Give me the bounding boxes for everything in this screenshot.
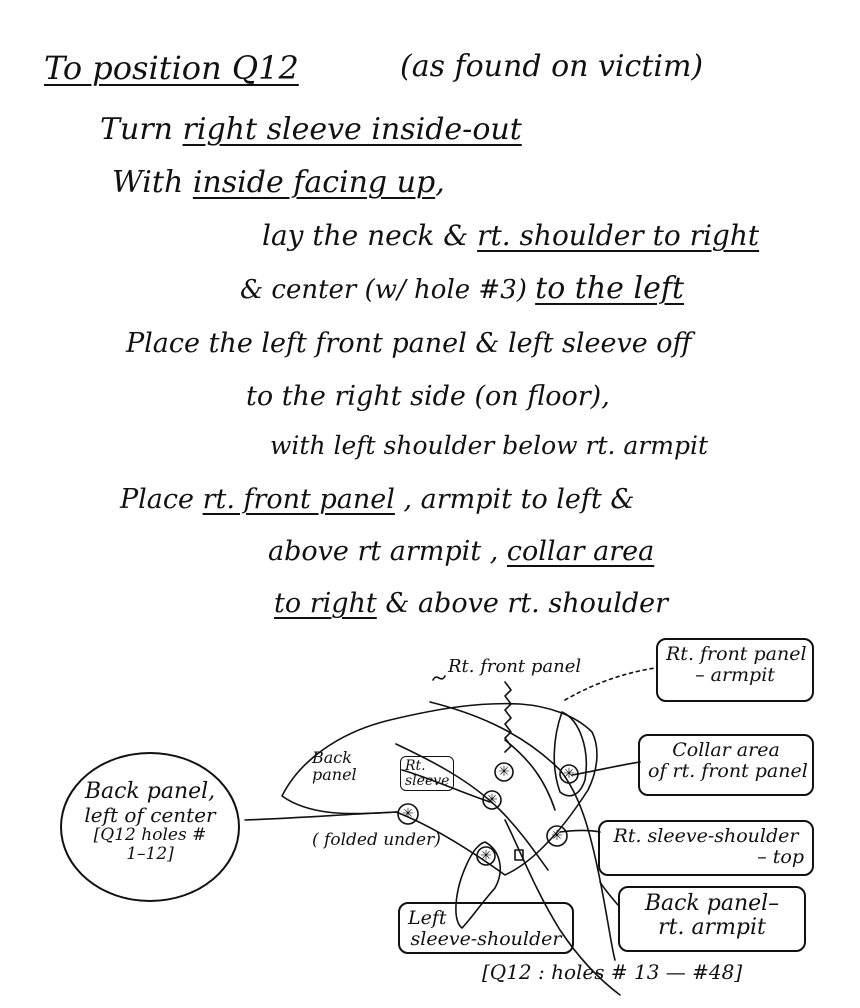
callout-rt-sleeve-shoulder-line-2: – top (757, 845, 804, 868)
callout-rt-front-armpit-line-1: Rt. front panel (666, 643, 807, 665)
callout-left-sleeve-shoulder-line-1: Left (408, 907, 447, 929)
callout-back-panel-left-of-center (60, 752, 240, 902)
callout-rt-sleeve-shoulder-line-1: Rt. sleeve-shoulder (613, 825, 799, 847)
callout-collar-area-line-1: Collar area (672, 739, 780, 761)
instruction-line-2-underlined: inside facing up (192, 165, 436, 200)
hole-star-collar: ✳ (563, 766, 575, 782)
instruction-line-4-text: & center (w/ hole #3) (240, 275, 536, 305)
instruction-line-4 (240, 271, 684, 306)
hole-star-left-sleeve: ✳ (480, 848, 492, 864)
instruction-line-2 (112, 165, 445, 200)
instruction-line-8-rest: , armpit to left & (394, 484, 635, 515)
hole-star-sleeve-2: ✳ (486, 792, 498, 808)
instruction-line-7: with left shoulder below rt. armpit (270, 431, 708, 460)
instruction-line-1-text: Turn (100, 112, 183, 147)
instruction-line-2-comma: , (435, 165, 445, 200)
label-squiggle (433, 676, 445, 680)
label-rt-sleeve-line-2: sleeve (405, 772, 450, 789)
instruction-line-9-underlined: collar area (506, 536, 655, 567)
instruction-line-8-underlined: rt. front panel (202, 484, 395, 515)
leader-back-left (245, 812, 398, 820)
document-title: To position Q12 (44, 49, 299, 87)
instruction-line-10-underlined: to right (274, 588, 377, 619)
callout-rt-sleeve-shoulder-top (598, 820, 814, 876)
instruction-line-4-underlined: to the left (535, 271, 684, 306)
document-title-note: (as found on victim) (400, 49, 704, 84)
callout-back-left-line-2: left of center (84, 803, 216, 828)
callout-collar-area (638, 734, 814, 796)
leader-collar (572, 762, 640, 775)
label-rt-sleeve-line-1: Rt. (405, 758, 426, 774)
callout-collar-area-line-2: of rt. front panel (648, 759, 808, 782)
hole-star-sleeve-1: ✳ (498, 764, 510, 780)
instruction-line-8 (120, 486, 634, 513)
callout-back-left-line-3: [Q12 holes # (93, 825, 207, 846)
callout-back-rt-armpit-line-2: rt. armpit (658, 915, 766, 941)
callout-back-left-line-1: Back panel, (84, 779, 216, 804)
callout-rt-front-armpit-line-2: – armpit (695, 663, 775, 686)
callout-back-panel-rt-armpit (618, 886, 806, 952)
instruction-line-3-underlined: rt. shoulder to right (477, 219, 760, 252)
label-back-panel (312, 750, 357, 784)
callout-left-sleeve-shoulder (398, 902, 574, 954)
callout-back-rt-armpit-line-1: Back panel– (644, 891, 780, 916)
label-folded-under: ( folded under) (312, 830, 441, 850)
footer-holes-note: [Q12 : holes # 13 — #48] (482, 960, 743, 984)
callout-left-sleeve-shoulder-line-2: sleeve-shoulder (410, 927, 562, 950)
instruction-line-8-text: Place (120, 484, 203, 515)
instruction-line-9-text: above rt armpit , (268, 536, 507, 567)
label-back-panel-line-2: panel (312, 764, 357, 784)
label-rt-front-panel: Rt. front panel (448, 656, 582, 677)
instruction-line-10-text: & above rt. shoulder (376, 588, 669, 619)
callout-rt-front-panel-armpit (656, 638, 814, 702)
garment-position-diagram (0, 620, 860, 1008)
instruction-line-3 (262, 219, 760, 252)
hole-star-shoulder: ✳ (551, 828, 563, 844)
instruction-line-2-text: With (112, 165, 193, 200)
instruction-line-1 (100, 112, 522, 147)
instruction-line-3-text: lay the neck & (262, 219, 478, 252)
instruction-line-10 (274, 590, 668, 617)
label-rt-sleeve (400, 756, 454, 791)
instruction-line-9 (268, 538, 654, 565)
hole-star-back: ✳ (402, 806, 414, 822)
instruction-line-6: to the right side (on floor), (246, 381, 610, 412)
callout-back-left-line-4: 1–12] (126, 843, 174, 864)
instruction-line-5: Place the left front panel & left sleeve off (126, 328, 692, 359)
instruction-line-1-underlined: right sleeve inside-out (182, 112, 522, 147)
label-back-panel-line-1: Back (312, 748, 352, 767)
